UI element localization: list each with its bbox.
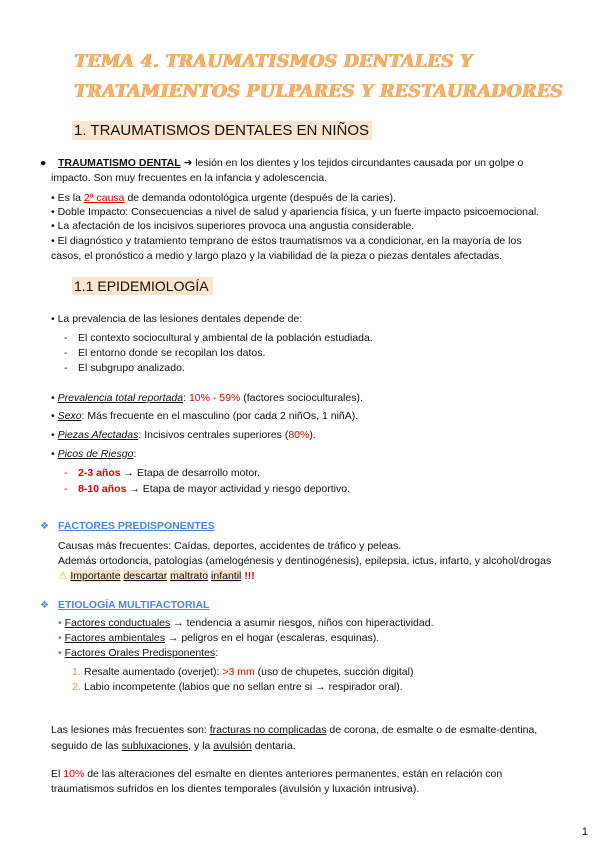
section-heading-1: 1. TRAUMATISMOS DENTALES EN NIÑOS xyxy=(72,121,372,140)
point-1-pre: • Es la xyxy=(51,192,84,204)
factores-line-2: Además ortodoncia, patologías (amelogénesis y dentinogénesis), epilepsia, ictus, infarto, y alcohol/drogas xyxy=(58,555,552,567)
closing-2-mid: , y la xyxy=(188,740,214,752)
epi-prevalencia xyxy=(51,391,363,406)
piezas-close: ). xyxy=(309,429,316,441)
oral-item-1 xyxy=(84,665,413,680)
definition-text: lesión en los dientes y los tejidos circundantes causada por un golpe o xyxy=(195,157,524,169)
oral-item-1-value: >3 mm xyxy=(222,666,255,678)
warning-icon: ⚠ xyxy=(58,570,68,582)
point-4-line-2: casos, el pronóstico a medio y largo plazo y la viabilidad de la pieza o piezas dentales afectadas. xyxy=(51,250,503,262)
prevalencia-post: (factores socioculturales). xyxy=(240,392,363,404)
bullet: • xyxy=(58,617,62,629)
closing-2-post: dentaria. xyxy=(251,740,296,752)
dash: - xyxy=(64,332,68,344)
section-heading-1-1: 1.1 EPIDEMIOLOGÍA xyxy=(72,277,213,295)
prevalencia-label: Prevalencia total reportada xyxy=(57,392,184,404)
arrow: ➜ xyxy=(180,157,196,169)
closing-3-post: de las alteraciones del esmalte en dientes anteriores permanentes, están en relación con xyxy=(84,768,503,780)
avulsion: avulsión xyxy=(213,740,252,752)
closing-line-1 xyxy=(51,723,537,738)
piezas-value: 80% xyxy=(288,429,310,441)
pico-2-text: → Etapa de mayor actividad y riesgo deportivo. xyxy=(126,483,350,495)
epi-sexo xyxy=(51,409,358,424)
epi-lead: • La prevalencia de las lesiones dentales depende de: xyxy=(51,313,303,325)
closing-1-pre: Las lesiones más frecuentes son: xyxy=(51,724,210,736)
colon: : xyxy=(215,647,219,659)
doc-title-line-2: TRATAMIENTOS PULPARES Y RESTAURADORES xyxy=(74,82,563,102)
dash: - xyxy=(64,483,68,495)
bullet: • xyxy=(51,392,55,404)
epi-dash-3: El subgrupo analizado. xyxy=(78,362,185,374)
subluxaciones: subluxaciones xyxy=(121,740,189,752)
diamond-bullet-icon: ❖ xyxy=(40,600,49,611)
factores-heading: FACTORES PREDISPONENTES xyxy=(58,520,215,532)
sexo-label: Sexo xyxy=(57,410,82,422)
dash: - xyxy=(64,467,68,479)
point-3: • La afectación de los incisivos superiores provoca una angustia considerable. xyxy=(51,220,415,232)
etiologia-2 xyxy=(58,631,379,646)
pico-1-text: → Etapa de desarrollo motor. xyxy=(120,467,261,479)
epi-piezas xyxy=(51,428,316,443)
point-2: • Doble Impacto: Consecuencias a nivel de salud y apariencia física, y un fuerte impacto psicoemocional. xyxy=(51,206,540,218)
dash: - xyxy=(64,347,68,359)
epi-picos xyxy=(51,447,136,462)
etiologia-3-label: Factores Orales Predisponentes xyxy=(64,647,216,659)
oral-item-1-post: (uso de chupetes, succión digital) xyxy=(254,666,414,678)
piezas-text: : Incisivos centrales superiores ( xyxy=(138,429,289,441)
sexo-text: : Más frecuente en el masculino (por cada 2 niñOs, 1 niñA). xyxy=(81,410,359,422)
bullet: • xyxy=(51,448,55,460)
colon: : xyxy=(133,448,137,460)
etiologia-1 xyxy=(58,616,434,631)
etiologia-1-label: Factores conductuales xyxy=(64,617,171,629)
etiologia-heading: ETIOLOGÍA MULTIFACTORIAL xyxy=(58,599,210,611)
oral-item-2: Labio incompetente (labios que no sellan entre si → respirador oral). xyxy=(84,681,403,693)
etiologia-3 xyxy=(58,646,218,661)
closing-line-3 xyxy=(51,767,502,782)
oral-item-1-pre: Resalte aumentado (overjet): xyxy=(84,666,223,678)
etiologia-1-text: → tendencia a asumir riesgos, niños con hiperactividad. xyxy=(170,617,434,629)
intro-line-1 xyxy=(58,156,523,171)
warning-word-4: infantil xyxy=(211,570,242,582)
page-number: 1 xyxy=(581,826,588,838)
closing-line-4: traumatismos sufridos en los dientes temporales (avulsión y luxación intrusiva). xyxy=(51,783,420,795)
term-traumatismo-dental: TRAUMATISMO DENTAL xyxy=(58,157,181,169)
pico-2-age: 8-10 años xyxy=(78,483,127,495)
point-1-post: de demanda odontológica urgente (después de la caries). xyxy=(124,192,396,204)
picos-label: Picos de Riesgo xyxy=(57,448,134,460)
closing-line-2 xyxy=(51,739,296,754)
intro-line-2: impacto. Son muy frecuentes en la infancia y adolescencia. xyxy=(51,172,328,184)
warning-word-1: Importante xyxy=(70,570,121,582)
exclamation: !!! xyxy=(244,570,255,582)
pico-1-age: 2-3 años xyxy=(78,467,121,479)
closing-1-post: de corona, de esmalte o de esmalte-dentina, xyxy=(326,724,538,736)
intro-bullet: ● xyxy=(40,157,47,169)
diamond-bullet-icon: ❖ xyxy=(40,521,49,532)
point-4-line-1: • El diagnóstico y tratamiento temprano de estos traumatismos va a condicionar, en la mayoría de los xyxy=(51,235,522,247)
point-1-highlight: 2ª causa xyxy=(83,192,125,204)
bullet: • xyxy=(51,429,55,441)
closing-2-pre: seguido de las xyxy=(51,740,122,752)
etiologia-2-label: Factores ambientales xyxy=(64,632,165,644)
colon: : xyxy=(183,392,189,404)
point-1 xyxy=(51,191,396,206)
dash: - xyxy=(64,362,68,374)
piezas-label: Piezas Afectadas xyxy=(57,429,139,441)
warning-word-2: descartar xyxy=(123,570,168,582)
prevalencia-value: 10% - 59% xyxy=(188,392,241,404)
epi-dash-1: El contexto sociocultural y ambiental de la población estudiada. xyxy=(78,332,373,344)
closing-3-pre: El xyxy=(51,768,64,780)
closing-3-value: 10% xyxy=(63,768,85,780)
bullet: • xyxy=(51,410,55,422)
bullet: • xyxy=(58,647,62,659)
closing-1-underlined: fracturas no complicadas xyxy=(209,724,327,736)
oral-item-2-number: 2. xyxy=(72,681,81,693)
doc-title-line-1: TEMA 4. TRAUMATISMOS DENTALES Y xyxy=(74,52,473,72)
pico-1 xyxy=(78,466,260,481)
pico-2 xyxy=(78,482,350,497)
epi-dash-2: El entorno donde se recopilan los datos. xyxy=(78,347,266,359)
factores-warning xyxy=(58,569,255,584)
factores-line-1: Causas más frecuentes: Caídas, deportes, accidentes de tráfico y peleas. xyxy=(58,540,402,552)
warning-word-3: maltrato xyxy=(170,570,209,582)
etiologia-2-text: → peligros en el hogar (escaleras, esquinas). xyxy=(165,632,380,644)
bullet: • xyxy=(58,632,62,644)
oral-item-1-number: 1. xyxy=(72,666,81,678)
